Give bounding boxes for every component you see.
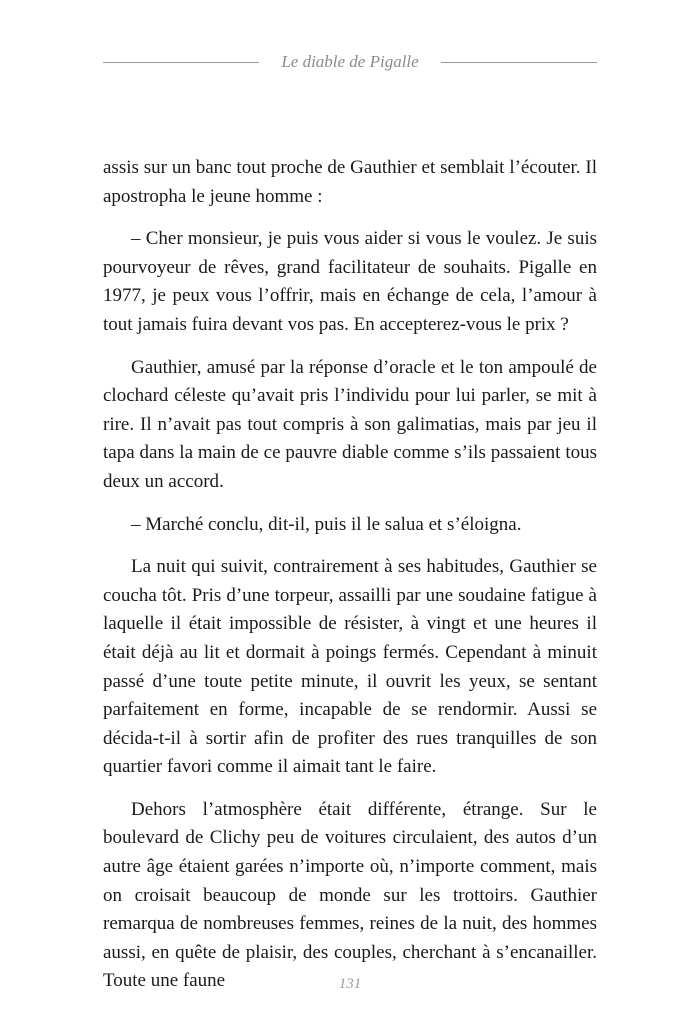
book-title: Le diable de Pigalle [281, 52, 419, 71]
paragraph: Gauthier, amusé par la réponse d’oracle et le ton ampoulé de clochard céleste qu’avait pris l’individu pour lui parler, se mit à rire. Il n’avait pas tout compris à son galimatias, mais par jeu il tapa dans la main de ce pauvre diable comme s’ils passaient tous deux un accord. [103, 356, 597, 492]
header-rule-left [103, 62, 259, 63]
paragraph: assis sur un banc tout proche de Gauthier et semblait l’écouter. Il apostropha le jeune homme : [103, 157, 597, 207]
paragraph: La nuit qui suivit, contrairement à ses habitudes, Gauthier se coucha tôt. Pris d’une torpeur, assailli par une soudaine fatigue à laquelle il était impossible de résister, à vingt et une heures il était déjà au lit et dormait à poings fermés. Cependant à minuit passé d’une toute petite minute, il ouvrit les yeux, se sentant parfaitement en forme, incapable de se rendormir. Aussi se décida-t-il à sortir afin de profiter des rues tranquilles de son quartier favori comme il aimait tant le faire. [103, 556, 597, 778]
page-number: 131 [338, 976, 362, 992]
paragraph: Dehors l’atmosphère était différente, étrange. Sur le boulevard de Clichy peu de voitures circulaient, des autos d’un autre âge étaient garées n’importe où, n’importe comment, mais on croisait beaucoup de monde sur les trottoirs. Gauthier remarqua de nombreuses femmes, reines de la nuit, des hommes aussi, en quête de plaisir, des couples, cherchant à s’encanailler. Toute une faune [103, 798, 597, 992]
paragraph: – Marché conclu, dit-il, puis il le salua et s’éloigna. [131, 513, 522, 535]
header-rule-right [441, 62, 597, 63]
paragraph: – Cher monsieur, je puis vous aider si vous le voulez. Je suis pourvoyeur de rêves, grand facilitateur de souhaits. Pigalle en 1977, je peux vous l’offrir, mais en échange de cela, l’amour à tout jamais fuira devant vos pas. En accepterez-vous le prix ? [103, 228, 597, 335]
body-text [103, 154, 597, 1010]
running-header [103, 50, 597, 74]
